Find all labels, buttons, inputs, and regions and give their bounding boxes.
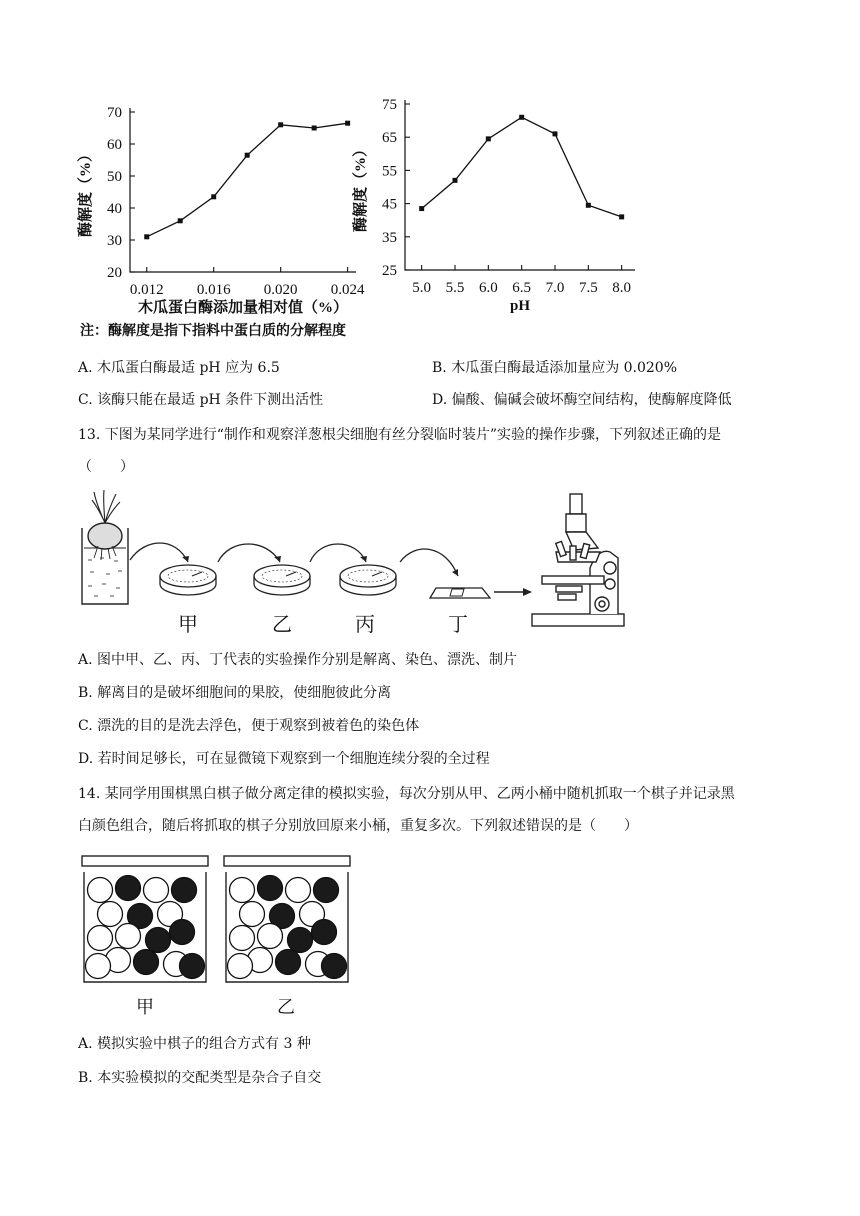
chart-1-ytick-label: 40: [107, 201, 122, 217]
chart-ph: [345, 88, 645, 328]
onion-beaker-illustration: [82, 490, 128, 604]
q14-option-b[interactable]: B. 本实验模拟的交配类型是杂合子自交: [78, 1070, 322, 1086]
q13-stem-line1: 13. 下图为某同学进行“制作和观察洋葱根尖细胞有丝分裂临时装片”实验的操作步骤，下列叙述正确的是: [78, 427, 722, 443]
chart-1-ytick-label: 50: [107, 169, 122, 185]
q12-option-d[interactable]: D. 偏酸、偏碱会破坏酶空间结构，使酶解度降低: [432, 392, 732, 408]
chart-enzyme-amount: [70, 90, 370, 330]
black-stone: [180, 954, 205, 979]
q12-option-a[interactable]: A. 木瓜蛋白酶最适 pH 应为 6.5: [78, 360, 280, 376]
petri-dish-jia: [160, 565, 216, 595]
black-stone: [314, 878, 339, 903]
chart-2-xtick-label: 6.0: [478, 280, 498, 296]
black-stone: [116, 876, 141, 901]
chart-1-data-point: [211, 194, 216, 199]
chart-1-ytick-label: 70: [107, 105, 122, 121]
black-stone: [288, 928, 313, 953]
chart-2-data-point: [619, 214, 624, 219]
chart-2-xtick-label: 7.0: [545, 280, 565, 296]
white-stone: [230, 878, 255, 903]
chart-2-data-point: [553, 131, 558, 136]
chart-1-xtick-label: 0.016: [196, 282, 231, 298]
chart-note: 注：酶解度是指下指料中蛋白质的分解程度: [80, 323, 346, 339]
chart-1-ylabel: 酶解度（%）: [78, 146, 94, 238]
black-stone: [258, 876, 283, 901]
chart-2-series-line: [422, 117, 622, 217]
bucket-label-jia: 甲: [136, 997, 154, 1018]
chart-1-axes: [130, 108, 356, 272]
step-label-yi: 乙: [272, 612, 292, 636]
q12-option-b[interactable]: B. 木瓜蛋白酶最适添加量应为 0.020%: [432, 360, 678, 376]
chart-2-data-point: [453, 178, 458, 183]
chart-2-data-point: [586, 203, 591, 208]
q13-stem: [78, 424, 838, 478]
white-stone: [88, 878, 113, 903]
black-stone: [146, 928, 171, 953]
chart-1-data-point: [278, 122, 283, 127]
step-label-bing: 丙: [355, 612, 375, 636]
chart-2-ytick-label: 45: [382, 196, 397, 213]
white-stone: [88, 926, 113, 951]
chart-1-xtick-label: 0.012: [129, 282, 164, 298]
chart-2-axes: [405, 100, 635, 270]
petri-dish-yi: [254, 565, 310, 595]
q14-option-a[interactable]: A. 模拟实验中棋子的组合方式有 3 种: [78, 1036, 311, 1052]
q12-option-c[interactable]: C. 该酶只能在最适 pH 条件下测出活性: [78, 392, 324, 408]
chart-1-data-point: [178, 218, 183, 223]
chart-1-ytick-label: 20: [107, 265, 122, 281]
chart-1-xtick-label: 0.020: [263, 282, 298, 298]
chart-1-data-point: [144, 234, 149, 239]
black-stone: [134, 950, 159, 975]
q14-stem-line1: 14. 某同学用围棋黑白棋子做分离定律的模拟实验，每次分别从甲、乙两小桶中随机抓取一个棋子并记录黑: [78, 786, 735, 802]
white-stone: [258, 924, 283, 949]
chart-1-ytick-label: 30: [107, 233, 122, 249]
chart-2-ylabel: 酶解度（%）: [353, 141, 369, 233]
chart-2-xtick-label: 5.0: [412, 280, 432, 296]
white-stone: [286, 878, 311, 903]
bucket-label-yi: 乙: [277, 997, 295, 1018]
chart-2-xtick-label: 8.0: [612, 280, 632, 296]
chart-2-ytick-label: 55: [382, 163, 397, 180]
white-stone: [230, 926, 255, 951]
arrow-to-microscope: [494, 588, 532, 596]
chart-2-xlabel: pH: [509, 298, 531, 314]
white-stone: [98, 902, 123, 927]
chart-1-xtick-label: 0.024: [330, 282, 365, 298]
step-label-ding: 丁: [448, 612, 468, 636]
black-stone: [172, 878, 197, 903]
chart-2-data-point: [519, 115, 524, 120]
chart-2-xtick-label: 6.5: [512, 280, 532, 296]
chart-2-xtick-label: 5.5: [445, 280, 465, 296]
chart-2-ytick-label: 75: [382, 97, 397, 113]
chart-1-data-point: [245, 153, 250, 158]
chart-1-series-line: [147, 123, 348, 237]
microscope-illustration: [532, 494, 624, 626]
white-stone: [240, 902, 265, 927]
petri-dish-bing: [340, 565, 396, 595]
black-stone: [312, 920, 337, 945]
q13-option-d[interactable]: D. 若时间足够长，可在显微镜下观察到一个细胞连续分裂的全过程: [78, 751, 490, 767]
q14-stem: [78, 783, 848, 837]
q13-option-b[interactable]: B. 解离目的是破坏细胞间的果胶，使细胞彼此分离: [78, 685, 392, 701]
q14-stem-line2: 白颜色组合，随后将抓取的棋子分别放回原来小桶，重复多次。下列叙述错误的是（ ）: [78, 818, 638, 834]
white-stone: [86, 954, 111, 979]
chart-2-ytick-label: 25: [382, 263, 397, 279]
q14-buckets-diagram: [70, 852, 370, 992]
chart-1-ytick-label: 60: [107, 137, 122, 153]
chart-1-xlabel: 木瓜蛋白酶添加量相对值（%）: [137, 300, 349, 316]
chart-2-ytick-label: 65: [382, 130, 397, 147]
q13-option-a[interactable]: A. 图中甲、乙、丙、丁代表的实验操作分别是解离、染色、漂洗、制片: [78, 652, 518, 668]
chart-2-xtick-label: 7.5: [578, 280, 598, 296]
black-stone: [322, 954, 347, 979]
chart-2-data-point: [486, 136, 491, 141]
step-label-jia: 甲: [178, 612, 198, 636]
black-stone: [170, 920, 195, 945]
white-stone: [116, 924, 141, 949]
chart-1-data-point: [312, 126, 317, 131]
white-stone: [144, 878, 169, 903]
glass-slide: [430, 588, 490, 598]
q13-option-c[interactable]: C. 漂洗的目的是洗去浮色，便于观察到被着色的染色体: [78, 718, 420, 734]
chart-2-data-point: [419, 206, 424, 211]
chart-2-ytick-label: 35: [382, 229, 397, 246]
q13-stem-line2: （ ）: [78, 459, 134, 475]
black-stone: [276, 950, 301, 975]
white-stone: [228, 954, 253, 979]
